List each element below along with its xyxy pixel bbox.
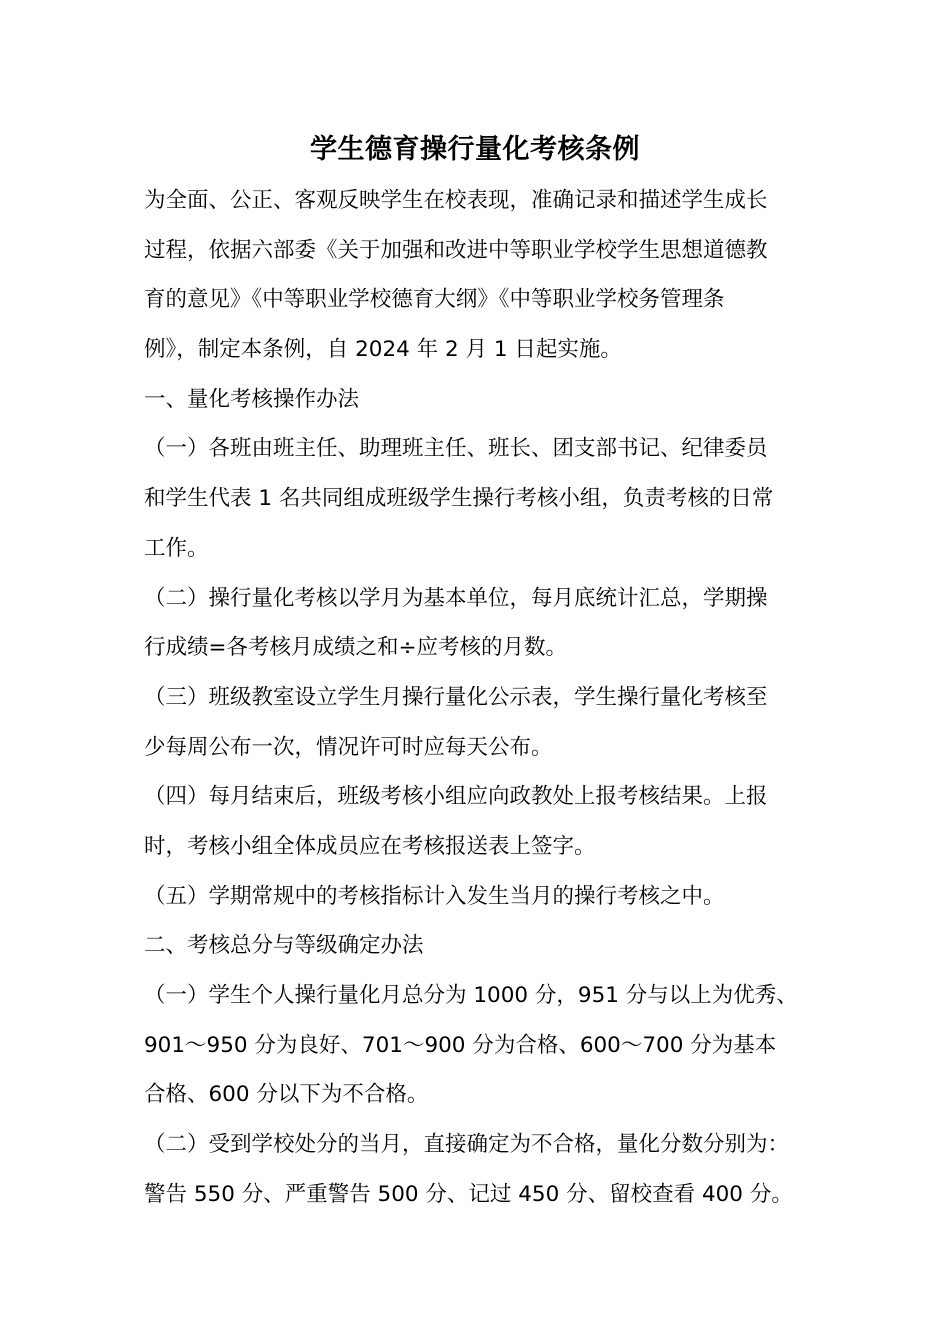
paragraph-line: 育的意见》《中等职业学校德育大纲》《中等职业学校务管理条 (144, 287, 725, 313)
paragraph-line: （四）每月结束后，班级考核小组应向政教处上报考核结果。上报 (144, 784, 768, 810)
paragraph-line: （二）操行量化考核以学月为基本单位，每月底统计汇总，学期操 (144, 585, 768, 611)
paragraph-line: 例》，制定本条例，自 2024 年 2 月 1 日起实施。 (144, 337, 622, 363)
paragraph-line: 合格、600 分以下为不合格。 (144, 1082, 429, 1108)
paragraph-line: （五）学期常规中的考核指标计入发生当月的操行考核之中。 (144, 883, 725, 909)
paragraph-line: （一）学生个人操行量化月总分为 1000 分，951 分与以上为优秀、 (144, 983, 798, 1008)
paragraph-line: （一）各班由班主任、助理班主任、班长、团支部书记、纪律委员 (144, 436, 768, 462)
section-heading: 一、量化考核操作办法 (144, 386, 360, 412)
paragraph-line: 为全面、公正、客观反映学生在校表现，准确记录和描述学生成长 (144, 188, 768, 213)
paragraph-line: 行成绩=各考核月成绩之和÷应考核的月数。 (144, 635, 568, 661)
paragraph-line: 工作。 (144, 535, 209, 561)
paragraph-line: 和学生代表 1 名共同组成班级学生操行考核小组，负责考核的日常 (144, 486, 774, 512)
paragraph-line: 时，考核小组全体成员应在考核报送表上签字。 (144, 833, 596, 859)
paragraph-line: 901～950 分为良好、701～900 分为合格、600～700 分为基本 (144, 1032, 777, 1058)
document-body (144, 176, 844, 1219)
paragraph-line: 警告 550 分、严重警告 500 分、记过 450 分、留校查看 400 分。 (144, 1181, 793, 1207)
document-title: 学生德育操行量化考核条例 (310, 134, 640, 165)
paragraph-line: （三）班级教室设立学生月操行量化公示表，学生操行量化考核至 (144, 684, 768, 710)
section-heading: 二、考核总分与等级确定办法 (144, 933, 424, 959)
paragraph-line: 过程，依据六部委《关于加强和改进中等职业学校学生思想道德教 (144, 237, 768, 263)
paragraph-line: （二）受到学校处分的当月，直接确定为不合格，量化分数分别为： (144, 1132, 790, 1158)
paragraph-line: 少每周公布一次，情况许可时应每天公布。 (144, 734, 553, 760)
